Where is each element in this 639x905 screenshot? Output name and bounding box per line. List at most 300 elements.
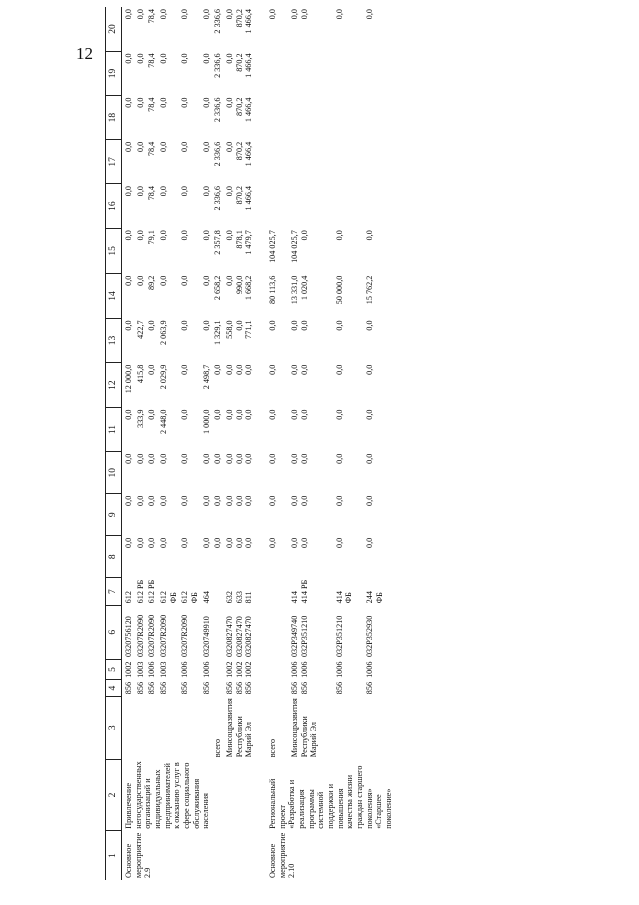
value-cell: 0,0 [213,537,223,548]
budget-code-c4: 856 [180,681,190,695]
column-number: 6 [106,605,122,659]
value-cell: 0,0 [201,9,211,20]
cell-line: 0,0 [299,495,309,506]
measure-number: Основное мероприятие 2.9 [124,832,153,878]
value-cell: 0,0 [124,453,133,464]
value-cell: 0,0 [135,9,145,20]
value-cell: 0,0 [180,364,190,375]
value-cell: 0,0 [365,495,375,506]
value-cell: 0,0 [365,453,375,464]
column-number: 5 [106,659,122,680]
value-cell [288,318,333,362]
value-cell: 0,0 [135,141,145,152]
column-number: 14 [106,274,122,319]
budget-code-c6: 03207R2090 [159,614,169,658]
cell-line: 0,0 [290,364,300,375]
responsible-executor [363,696,394,759]
value-cell: 0,0 [180,409,190,420]
value-cell [223,494,254,536]
budget-code-c6: 032P352930 [365,615,375,658]
cell-line: 1006 [290,661,300,678]
cell-line: 771,1 [244,320,254,339]
value-cell: 0,0 [201,141,211,152]
value-cell: 0,0 [268,364,278,375]
cell-line: 0,0 [299,409,309,420]
cell-line: 0,0 [290,495,300,506]
budget-code-c4: 856 [365,681,375,695]
value-cell: 0,0 [159,97,169,108]
cell-line: 0,0 [234,320,244,331]
value-cell [254,140,288,184]
cell-line: 990,0 [234,275,244,295]
value-cell [363,51,394,95]
responsible-executor [134,696,146,759]
value-cell: 0,0 [334,495,344,506]
cell-line: 0,0 [234,495,244,506]
value-cell: 0,0 [180,97,190,108]
cell-line: 0,0 [290,537,300,548]
column-number: 10 [106,452,122,494]
budget-code-c5: 1002 [124,661,133,678]
value-cell: 78,4 [147,185,157,201]
cell-line: 0,0 [244,364,254,375]
cell-line: 0,0 [225,409,235,420]
value-cell [254,184,288,228]
value-cell: 0,0 [135,275,145,286]
value-cell: 104 025,7 [268,230,278,263]
expense-type-code [254,578,288,606]
value-cell: 0,0 [180,185,190,197]
value-cell [223,452,254,494]
cell-line: 870,2 [234,9,244,28]
table-row [288,7,333,880]
value-cell: 12 000,0 [124,364,133,394]
value-cell: 0,0 [201,53,211,64]
cell-line: 856 [234,681,244,695]
cell-line: 870,2 [234,53,244,72]
cell-line: 0,0 [299,453,309,464]
cell-line: 0,0 [225,453,235,464]
value-cell: 0,0 [180,9,190,20]
value-cell: 0,0 [180,141,190,152]
table-row [254,7,288,880]
table-row [333,7,364,880]
budget-code-c5: 1006 [147,661,157,678]
cell-line: 0320827470 [234,616,244,658]
responsible-executor: всего [213,738,223,758]
value-cell [223,228,254,273]
measure-name: Привлечение негосударственных организаций и индивидуальных предпринимателей к оказанию услуг в сфере социального обслуживания населения [124,761,211,829]
value-cell: 0,0 [147,495,157,506]
cell-line: 0,0 [290,9,300,20]
table-body [122,7,394,880]
budget-code-c5 [288,659,333,680]
value-cell [223,51,254,95]
table-row [145,7,157,880]
cell-line: 1 479,7 [244,230,254,255]
value-cell: 2 336,6 [213,53,223,78]
value-cell: 80 113,6 [268,275,278,304]
value-cell: 0,0 [180,320,190,331]
budget-code-c5: 1003 [135,661,145,678]
value-cell [288,536,333,578]
value-cell: 2 029,9 [159,364,169,390]
value-cell: 0,0 [124,230,133,241]
column-number: 2 [106,759,122,830]
responsible-executor: Минсоцразвития Республики Марий Эл [290,698,319,758]
cell-line: 1 466,4 [244,53,254,78]
cell-line: 0,0 [290,453,300,464]
responsible-executor [178,696,199,759]
value-cell: 415,8 [135,364,145,384]
value-cell: 333,9 [135,409,145,428]
value-cell: 89,2 [147,275,157,290]
value-cell: 0,0 [365,537,375,548]
cell-line: 104 025,7 [290,230,300,263]
cell-line: 0,0 [225,53,235,64]
table-row [363,7,394,880]
budget-code-c4 [288,680,333,696]
value-cell: 0,0 [201,97,211,108]
value-cell: 0,0 [159,53,169,64]
value-cell: 0,0 [159,230,169,241]
cell-line: 633 [234,591,244,604]
value-cell: 0,0 [180,453,190,464]
value-cell: 0,0 [159,9,169,20]
cell-line: 1006 [299,661,309,678]
value-cell: 0,0 [180,495,190,506]
budget-code-c4: 856 [334,681,344,695]
value-cell: 0,0 [135,97,145,108]
value-cell: 1 329,1 [213,320,223,345]
value-cell: 78,4 [147,9,157,24]
value-cell [223,7,254,51]
column-number: 18 [106,96,122,140]
budget-code-c6 [223,605,254,659]
value-cell: 0,0 [135,537,145,548]
value-cell [363,140,394,184]
responsible-executor [157,696,178,759]
column-number: 19 [106,51,122,95]
cell-line: 1 466,4 [244,9,254,34]
value-cell [223,536,254,578]
cell-line: 856 [290,681,300,695]
expense-type-code: 612 ФБ [159,591,178,604]
budget-code-c5 [254,659,288,680]
responsible-executor [333,696,364,759]
budget-code-c6: 03207R2090 [147,614,157,658]
value-cell: 0,0 [365,230,375,241]
value-cell: 0,0 [147,453,157,464]
expense-type-code: 612 РБ [147,579,157,604]
cell-line: 0,0 [234,409,244,420]
expense-type-code [211,578,223,606]
expense-type-code: 464 [201,591,211,604]
cell-line: 0,0 [225,275,235,286]
value-cell: 0,0 [213,364,223,375]
column-number: 13 [106,318,122,362]
budget-code-c4: 856 [135,681,145,695]
value-cell: 0,0 [124,185,133,197]
value-cell [288,363,333,408]
responsible-executor: всего [268,738,278,758]
value-cell [254,96,288,140]
budget-table [105,7,394,880]
cell-line: 870,2 [234,97,244,116]
value-cell: 422,7 [135,320,145,339]
value-cell: 0,0 [213,453,223,464]
budget-code-c6 [288,605,333,659]
responsible-executor [200,696,212,759]
cell-line: 878,1 [234,230,244,249]
cell-line: 0,0 [299,230,309,241]
cell-line: 0,0 [225,97,235,108]
cell-line: 0,0 [225,495,235,506]
responsible-executor [122,696,134,759]
cell-line: 1 466,4 [244,97,254,123]
cell-line: 0,0 [225,230,235,241]
cell-line: 0,0 [299,537,309,548]
budget-code-c4: 856 [201,681,211,695]
table-row [211,7,223,880]
table-row [122,7,134,880]
value-cell: 0,0 [365,9,375,20]
value-cell: 0,0 [334,320,344,331]
value-cell: 0,0 [147,537,157,548]
value-cell: 0,0 [268,453,278,464]
value-cell [363,96,394,140]
budget-code-c5: 1006 [180,661,190,678]
value-cell [288,407,333,451]
value-cell: 0,0 [334,364,344,375]
cell-line: 0,0 [234,364,244,375]
value-cell: 0,0 [201,453,211,464]
value-cell: 0,0 [334,537,344,548]
value-cell: 2 448,0 [159,409,169,435]
value-cell: 0,0 [201,185,211,197]
cell-line: 0,0 [244,453,254,464]
value-cell: 2 336,6 [213,185,223,211]
budget-code-c6: 03207R2090 [135,614,145,658]
cell-line: 1 020,4 [299,275,309,301]
expense-type-code: 414 ФБ [334,591,354,604]
value-cell: 0,0 [213,409,223,420]
value-cell: 0,0 [124,537,133,548]
budget-code-c5: 1006 [334,661,344,678]
value-cell: 0,0 [135,53,145,64]
cell-line: 811 [244,591,254,604]
budget-code-c6: 0320749910 [201,616,211,658]
value-cell: 0,0 [268,9,278,20]
table-row [223,7,254,880]
value-cell [288,494,333,536]
budget-code-c6: 032P351210 [334,615,344,658]
value-cell: 0,0 [124,275,133,286]
cell-line: 0,0 [225,185,235,197]
cell-line: 0,0 [244,495,254,506]
value-cell: 0,0 [180,230,190,241]
value-cell: 0,0 [180,53,190,64]
measure-number: Основное мероприятие 2.10 [268,832,297,878]
cell-line: 0320827470 [225,616,235,658]
rotated-budget-table [105,7,630,880]
value-cell: 0,0 [159,275,169,286]
value-cell: 2 498,7 [201,364,211,390]
cell-line: 856 [299,681,309,695]
value-cell [223,96,254,140]
value-cell: 0,0 [365,364,375,375]
cell-line: 032P351210 [299,615,309,658]
value-cell: 78,4 [147,97,157,112]
value-cell: 0,0 [365,320,375,331]
value-cell: 0,0 [124,320,133,331]
cell-line: 632 [225,591,235,604]
value-cell: 0,0 [159,141,169,152]
value-cell [288,184,333,228]
measure-name: Региональный проект «Разработка и реализация программы системной поддержки и повышения качества жизни граждан старшего поколения» «Старшее поколение» [268,765,394,829]
value-cell: 0,0 [201,275,211,286]
budget-code-c4 [211,680,223,696]
value-cell: 0,0 [147,320,157,331]
value-cell [288,228,333,273]
column-number: 9 [106,494,122,536]
value-cell: 0,0 [124,53,133,64]
value-cell: 2 063,9 [159,320,169,345]
column-number: 3 [106,696,122,759]
budget-code-c5: 1006 [365,661,375,678]
page-number: 12 [76,44,93,63]
value-cell: 0,0 [135,453,145,464]
value-cell [223,318,254,362]
table-row [178,7,199,880]
table-row [200,7,212,880]
value-cell: 78,4 [147,141,157,157]
budget-code-c6: 0320756120 [124,616,133,658]
value-cell: 0,0 [159,185,169,197]
value-cell: 0,0 [201,320,211,331]
cell-line: 856 [225,681,235,695]
value-cell: 0,0 [159,453,169,464]
value-cell: 0,0 [334,453,344,464]
column-number: 15 [106,228,122,273]
value-cell [223,363,254,408]
value-cell [254,51,288,95]
cell-line: 1 668,2 [244,275,254,301]
cell-line: 0,0 [244,409,254,420]
value-cell: 0,0 [124,495,133,506]
column-number: 1 [106,831,122,880]
expense-type-code: 244 ФБ [365,591,384,604]
responsible-executor [145,696,157,759]
value-cell: 2 658,2 [213,275,223,301]
cell-line: 0,0 [299,9,309,20]
value-cell [288,274,333,319]
budget-code-c5: 1006 [201,661,211,678]
value-cell [333,51,364,95]
column-number-header [106,7,122,880]
value-cell [223,274,254,319]
value-cell [223,184,254,228]
cell-line: 870,2 [234,185,244,205]
value-cell: 0,0 [124,97,133,108]
expense-type-code: 612 ФБ [180,591,200,604]
cell-line: 0,0 [290,320,300,331]
value-cell: 0,0 [268,537,278,548]
cell-line: 0,0 [225,9,235,20]
cell-line: 0,0 [290,409,300,420]
column-number: 16 [106,184,122,228]
value-cell: 50 000,0 [334,275,344,305]
cell-line: 0,0 [225,364,235,375]
cell-line: 0,0 [234,453,244,464]
value-cell: 0,0 [201,230,211,241]
budget-code-c6 [211,605,223,659]
value-cell: 0,0 [159,495,169,506]
value-cell: 0,0 [268,320,278,331]
value-cell: 0,0 [124,409,133,420]
value-cell: 78,4 [147,53,157,68]
cell-line: 13 331,0 [290,275,300,305]
cell-line: 1002 [234,661,244,678]
value-cell: 15 762,2 [365,275,375,305]
cell-line: 0,0 [299,320,309,331]
cell-line: 1 466,4 [244,141,254,167]
cell-line: 414 [290,591,300,604]
value-cell: 0,0 [268,409,278,420]
cell-line: 414 РБ [299,579,309,604]
cell-line: 558,0 [225,320,235,339]
value-cell: 0,0 [147,364,157,375]
expense-type-code [223,578,254,606]
budget-code-c5 [223,659,254,680]
column-number: 17 [106,140,122,184]
column-number: 8 [106,536,122,578]
column-number: 4 [106,680,122,696]
cell-line: 0,0 [244,537,254,548]
cell-line: 0,0 [299,364,309,375]
expense-type-code: 612 [124,591,133,604]
cell-line: 870,2 [234,141,244,161]
value-cell: 0,0 [334,409,344,420]
value-cell: 2 336,6 [213,141,223,167]
value-cell [333,184,364,228]
column-number: 12 [106,363,122,408]
value-cell: 0,0 [147,409,157,420]
budget-code-c4: 856 [124,681,133,695]
column-number: 7 [106,578,122,606]
budget-code-c4 [223,680,254,696]
value-cell [333,140,364,184]
budget-code-c4: 856 [159,681,169,695]
value-cell: 0,0 [124,141,133,152]
value-cell: 0,0 [201,537,211,548]
value-cell: 2 336,6 [213,97,223,123]
column-number: 11 [106,407,122,451]
cell-line: 856 [244,681,254,695]
value-cell: 2 357,8 [213,230,223,255]
value-cell [288,7,333,51]
value-cell: 0,0 [135,185,145,197]
value-cell: 0,0 [124,9,133,20]
budget-code-c4 [254,680,288,696]
value-cell [288,96,333,140]
column-number: 20 [106,7,122,51]
value-cell: 1 000,0 [201,409,211,435]
value-cell: 0,0 [180,275,190,286]
value-cell [363,184,394,228]
value-cell: 0,0 [334,230,344,241]
value-cell: 0,0 [268,495,278,506]
